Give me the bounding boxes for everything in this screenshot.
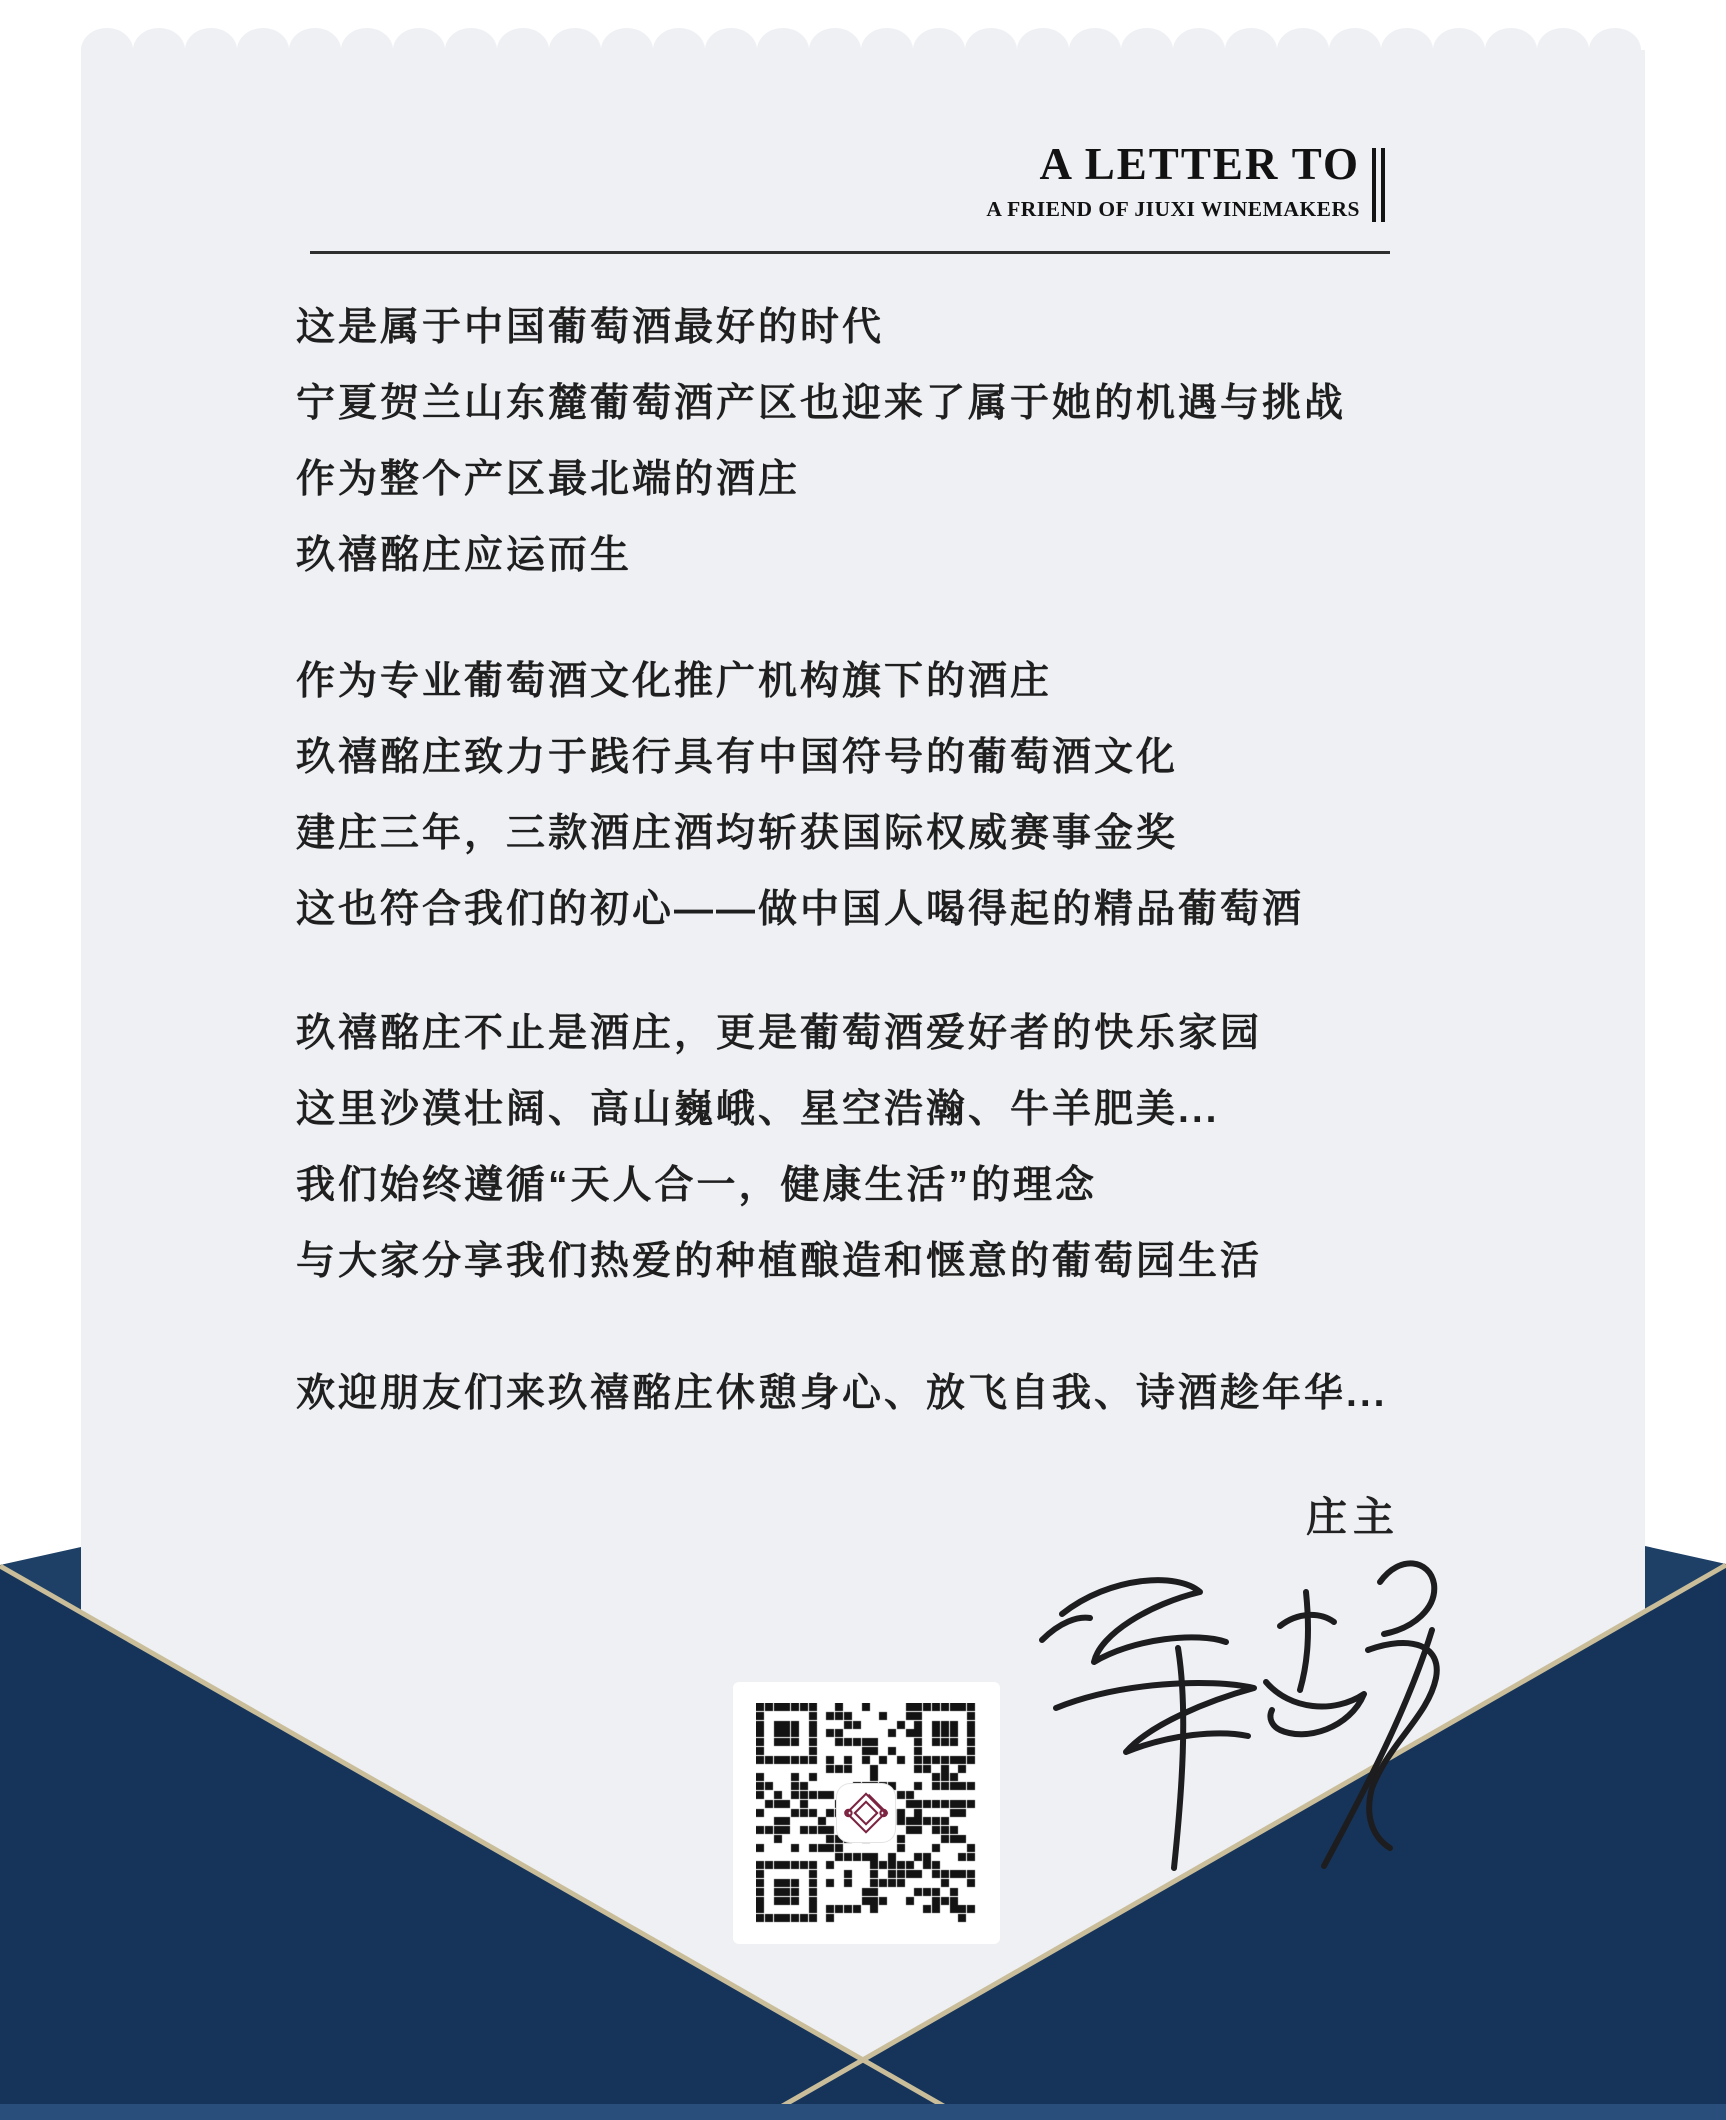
letter-title: A LETTER TO (1039, 139, 1360, 189)
letter-line: 与大家分享我们热爱的种植酿造和惬意的葡萄园生活 (296, 1240, 1263, 1283)
letter-line: 建庄三年，三款酒庄酒均斩获国际权威赛事金奖 (296, 812, 1179, 855)
owner-signature (1028, 1530, 1448, 1910)
double-bars-icon (1372, 148, 1385, 222)
letter-line: 作为专业葡萄酒文化推广机构旗下的酒庄 (296, 660, 1053, 703)
letter-line: 玖禧酩庄应运而生 (296, 534, 633, 577)
paragraph-4 (296, 1352, 1388, 1428)
letter-line: 玖禧酩庄不止是酒庄，更是葡萄酒爱好者的快乐家园 (296, 1012, 1263, 1055)
letter-line: 这里沙漠壮阔、高山巍峨、星空浩瀚、牛羊肥美... (296, 1088, 1220, 1131)
letter-line: 这是属于中国葡萄酒最好的时代 (296, 306, 885, 349)
letter-line: 宁夏贺兰山东麓葡萄酒产区也迎来了属于她的机遇与挑战 (296, 382, 1347, 425)
letter-line: 这也符合我们的初心——做中国人喝得起的精品葡萄酒 (296, 888, 1305, 931)
paragraph-1 (296, 286, 1346, 590)
letter-line: 玖禧酩庄致力于践行具有中国符号的葡萄酒文化 (296, 736, 1179, 779)
paragraph-2 (296, 640, 1304, 944)
letter-line: 欢迎朋友们来玖禧酩庄休憩身心、放飞自我、诗酒趁年华... (296, 1372, 1388, 1415)
paragraph-3 (296, 992, 1262, 1296)
qr-code-panel (733, 1682, 1000, 1944)
letter-line: 我们始终遵循“天人合一，健康生活”的理念 (296, 1164, 1098, 1207)
letter-subtitle: A FRIEND OF JIUXI WINEMAKERS (986, 197, 1360, 221)
jiuxi-diamond-logo-icon (837, 1784, 895, 1842)
signoff-role-label: 庄主 (1306, 1494, 1400, 1540)
header-rule (310, 251, 1390, 254)
envelope-bottom-edge (0, 2104, 1726, 2120)
letter-line: 作为整个产区最北端的酒庄 (296, 458, 801, 501)
